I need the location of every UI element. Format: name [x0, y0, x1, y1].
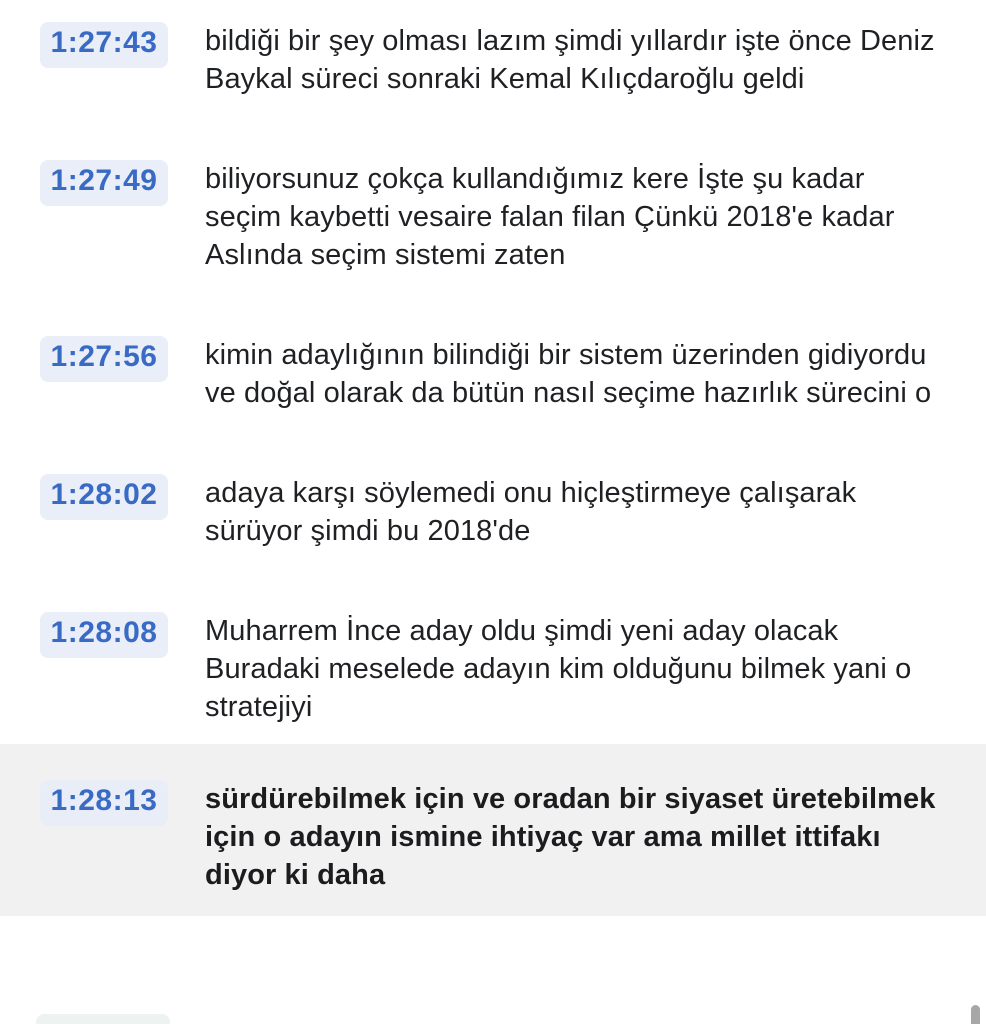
transcript-text: sürdürebilmek için ve oradan bir siyaset üretebilmek için o adayın ismine ihtiyaç var ama millet ittifakı diyor ki daha	[205, 783, 936, 891]
transcript-text: bildiği bir şey olması lazım şimdi yıllardır işte önce Deniz Baykal süreci sonraki Kemal Kılıçdaroğlu geldi	[205, 25, 935, 95]
timestamp-pill[interactable]: 1:28:13	[40, 780, 168, 826]
scrollbar-thumb[interactable]	[971, 1005, 980, 1024]
transcript-row[interactable]	[0, 160, 986, 274]
transcript-row[interactable]	[0, 336, 986, 412]
timestamp-pill[interactable]: 1:27:43	[40, 22, 168, 68]
transcript-text: Muharrem İnce aday oldu şimdi yeni aday olacak Buradaki meselede adayın kim olduğunu bilmek yani o stratejiyi	[205, 615, 912, 723]
timestamp-pill-partial[interactable]	[36, 1014, 170, 1024]
transcript-row[interactable]	[0, 612, 986, 726]
timestamp-pill[interactable]: 1:28:08	[40, 612, 168, 658]
transcript-row[interactable]	[0, 22, 986, 98]
transcript-row-active[interactable]	[0, 744, 986, 916]
transcript-text: kimin adaylığının bilindiği bir sistem üzerinden gidiyordu ve doğal olarak da bütün nasıl seçime hazırlık sürecini o	[205, 339, 932, 409]
timestamp-pill[interactable]: 1:27:56	[40, 336, 168, 382]
transcript-row[interactable]	[0, 474, 986, 550]
timestamp-pill[interactable]: 1:28:02	[40, 474, 168, 520]
transcript-text: biliyorsunuz çokça kullandığımız kere İşte şu kadar seçim kaybetti vesaire falan filan Çünkü 2018'e kadar Aslında seçim sistemi zaten	[205, 163, 895, 271]
timestamp-pill[interactable]: 1:27:49	[40, 160, 168, 206]
transcript-text: adaya karşı söylemedi onu hiçleştirmeye çalışarak sürüyor şimdi bu 2018'de	[205, 477, 857, 547]
